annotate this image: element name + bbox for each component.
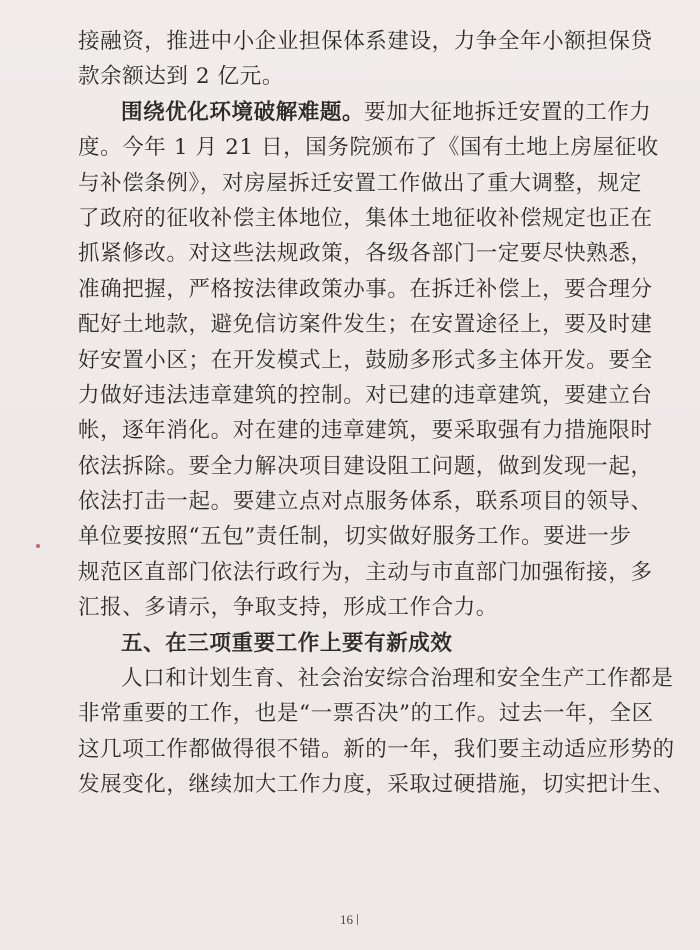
text-line: 依法拆除。要全力解决项目建设阻工问题，做到发现一起， [78,453,653,479]
text-line: 款余额达到 2 亿元。 [78,64,284,90]
section-intro: 人口和计划生育、社会治安综合治理和安全生产工作都是 [121,666,674,692]
page-number: 16 [340,912,353,927]
text-line: 接融资，推进中小企业担保体系建设，力争全年小额担保贷 [78,29,653,54]
text-line: 度。今年 1 月 21 日，国务院颁布了《国有土地上房屋征收 [78,135,659,161]
text-line: 单位要按照“五包”责任制，切实做好服务工作。要进一步 [78,524,632,550]
text-line: 与补偿条例》，对房屋拆迁安置工作做出了重大调整，规定 [78,170,642,196]
document-body [78,24,675,803]
text-line: 力做好违法违章建筑的控制。对已建的违章建筑，要建立台 [78,382,653,408]
text-line: 依法打击一起。要建立点对点服务体系，联系项目的领导、 [78,489,653,515]
paragraph-text: 要加大征地拆迁安置的工作力 [364,99,652,125]
text-line: 汇报、多请示，争取支持，形成工作合力。 [78,595,498,621]
text-line: 配好土地款，避免信访案件发生；在安置途径上，要及时建 [78,312,653,338]
page-mark [357,914,358,925]
text-line: 抓紧修改。对这些法规政策，各级各部门一定要尽快熟悉， [78,241,653,267]
text-line: 准确把握，严格按法律政策办事。在拆迁补偿上，要合理分 [78,276,653,302]
text-line: 规范区直部门依法行政行为，主动与市直部门加强衔接，多 [78,559,653,585]
text-line: 发展变化，继续加大工作力度，采取过硬措施，切实把计生、 [78,772,675,798]
paragraph-lead: 围绕优化环境破解难题。 [121,99,365,125]
text-line: 非常重要的工作，也是“一票否决”的工作。过去一年，全区 [78,701,654,727]
text-line: 这几项工作都做得很不错。新的一年，我们要主动适应形势的 [78,736,675,762]
paragraph-start [78,95,652,130]
section-heading: 五、在三项重要工作上要有新成效 [121,630,453,656]
scan-ink-dot [36,544,40,548]
text-line: 了政府的征收补偿主体地位，集体土地征收补偿规定也正在 [78,205,653,231]
text-line: 好安置小区；在开发模式上，鼓励多形式多主体开发。要全 [78,347,653,373]
text-line: 帐，逐年消化。对在建的违章建筑，要采取强有力措施限时 [78,418,653,444]
